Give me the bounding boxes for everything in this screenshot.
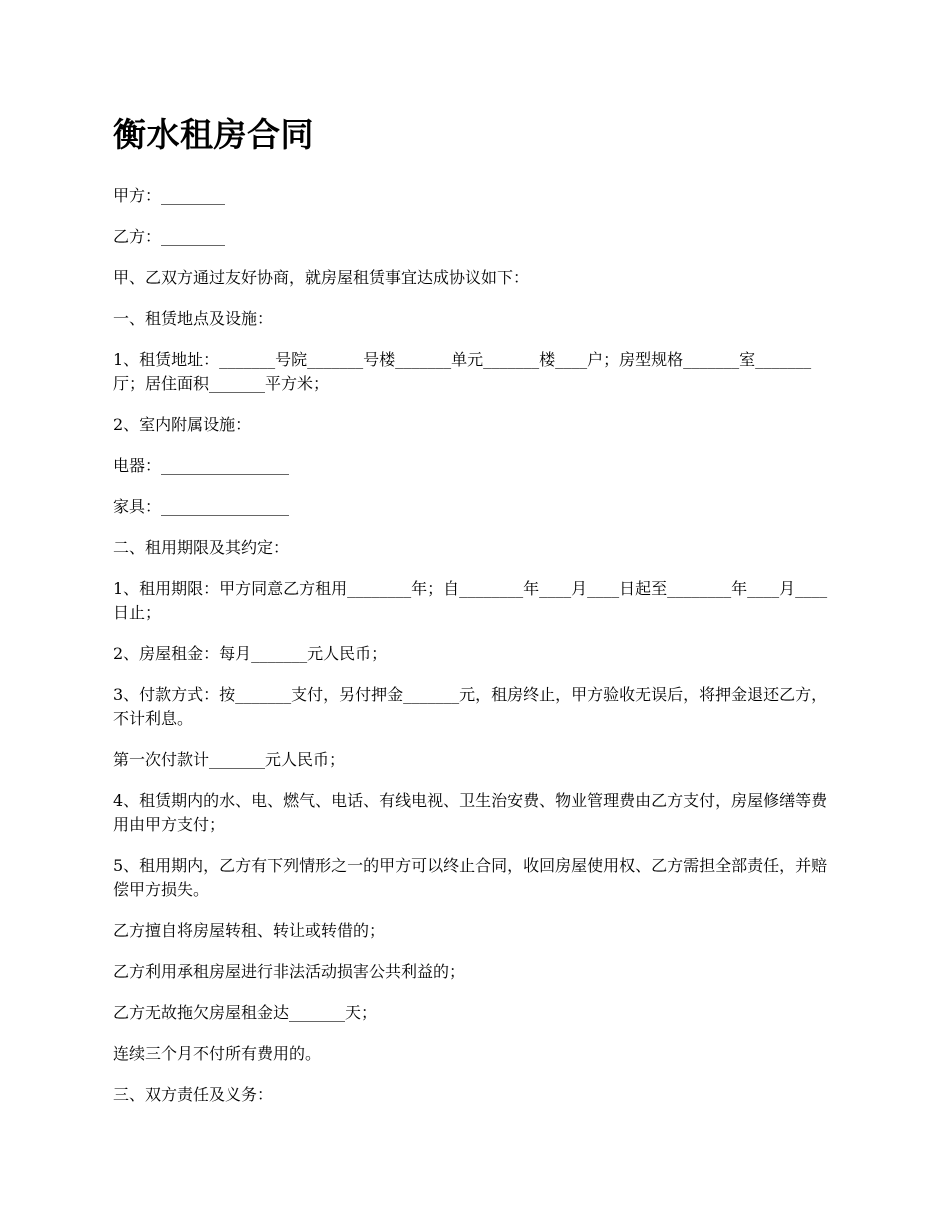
party-a-line: 甲方：________	[113, 186, 226, 205]
agreement-intro: 甲、乙双方通过友好协商，就房屋租赁事宜达成协议如下：	[113, 268, 530, 287]
party-b-line: 乙方：________	[113, 227, 226, 246]
section-heading-1: 一、租赁地点及设施：	[113, 309, 274, 328]
termination-item-fees: 连续三个月不付所有费用的。	[113, 1044, 322, 1063]
clause-utilities: 4、租赁期内的水、电、燃气、电话、有线电视、卫生治安费、物业管理费由乙方支付，房屋修缮等费用由甲方支付；	[113, 791, 828, 834]
termination-item-illegal: 乙方利用承租房屋进行非法活动损害公共利益的；	[113, 962, 466, 981]
section-heading-3: 三、双方责任及义务：	[113, 1085, 274, 1104]
termination-item-sublet: 乙方擅自将房屋转租、转让或转借的；	[113, 921, 386, 940]
clause-rental-address: 1、租赁地址：_______号院_______号楼_______单元_______楼____户；房型规格_______室_______厅；居住面积_______平方米；	[113, 350, 812, 393]
facilities-appliances: 电器：________________	[113, 456, 290, 475]
termination-item-arrears: 乙方无故拖欠房屋租金达_______天；	[113, 1003, 378, 1022]
facilities-furniture: 家具：________________	[113, 497, 290, 516]
clause-first-payment: 第一次付款计_______元人民币；	[113, 750, 346, 769]
clause-rent: 2、房屋租金：每月_______元人民币；	[113, 644, 388, 663]
clause-lease-term: 1、租用期限：甲方同意乙方租用________年；自________年____月____日起至________年____月____日止；	[113, 579, 828, 622]
clause-termination: 5、租用期内，乙方有下列情形之一的甲方可以终止合同，收回房屋使用权、乙方需担全部责任，并赔偿甲方损失。	[113, 856, 828, 899]
clause-payment-method: 3、付款方式：按_______支付，另付押金_______元，租房终止，甲方验收无误后，将押金退还乙方，不计利息。	[113, 685, 828, 728]
section-heading-2: 二、租用期限及其约定：	[113, 538, 290, 557]
document-title: 衡水租房合同	[113, 115, 314, 154]
document-page	[113, 110, 841, 1124]
clause-facilities: 2、室内附属设施：	[113, 415, 252, 434]
